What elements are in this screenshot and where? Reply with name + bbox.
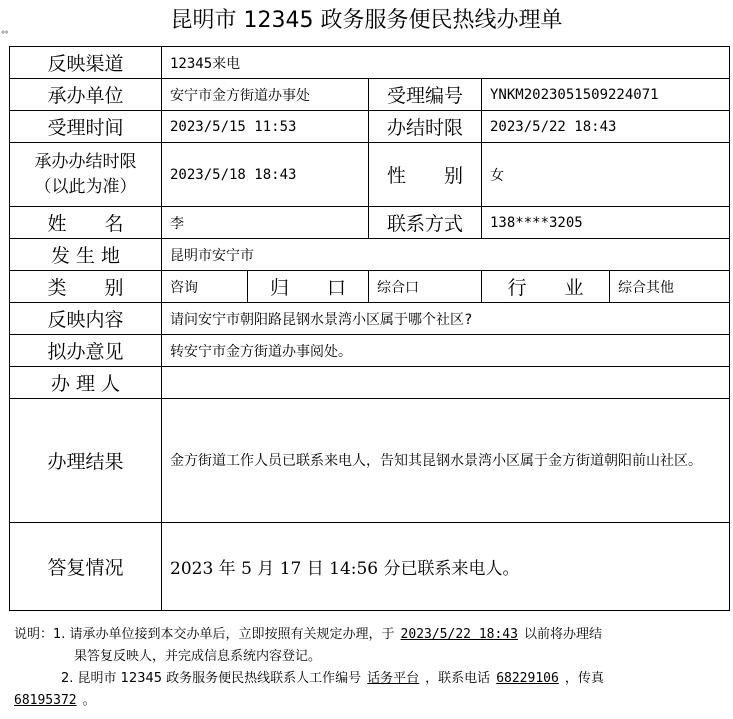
notes-line-1: [14, 624, 728, 646]
notes-line-1-text: 说明：1. 请承办单位接到本交办单后，立即按照有关规定办理，于: [14, 627, 395, 642]
row-time: [10, 111, 730, 143]
channel-label: 反映渠道: [10, 47, 162, 79]
belong-value: 综合口: [369, 271, 482, 303]
contact-label: 联系方式: [369, 207, 482, 239]
name-value: 李: [162, 207, 369, 239]
content-label: 反映内容: [10, 303, 162, 335]
category-label: 类 别: [10, 271, 162, 303]
result-value: 金方街道工作人员已联系来电人，告知其昆钢水景湾小区属于金方街道朝阳前山社区。: [170, 452, 702, 469]
name-label: 姓 名: [10, 207, 162, 239]
undertake-deadline-label-line2: （以此为准）: [34, 176, 137, 197]
form-table: [9, 46, 730, 611]
reply-value: 2023 年 5 月 17 日 14:56 分已联系来电人。: [170, 559, 520, 579]
notes-line-2: 果答复反映人，并完成信息系统内容登记。: [74, 649, 322, 664]
notes-line-3: [14, 668, 728, 690]
row-unit: [10, 79, 730, 111]
notes-deadline: 2023/5/22 18:43: [400, 627, 518, 642]
location-label: 发 生 地: [10, 239, 162, 271]
unit-label: 承办单位: [10, 79, 162, 111]
move-handle-icon[interactable]: ⇔: [1, 28, 9, 38]
notes-fax: 68195372: [14, 693, 77, 708]
gender-value: 女: [482, 143, 730, 207]
row-undertake-deadline: [10, 143, 730, 207]
contact-value: 138****3205: [482, 207, 730, 239]
row-name: [10, 207, 730, 239]
undertake-deadline-label-line1: 承办办结时限: [34, 151, 137, 172]
reply-cell: [162, 523, 730, 611]
number-value: YNKM2023051509224071: [482, 79, 730, 111]
deadline-label: 办结时限: [369, 111, 482, 143]
content-value: 请问安宁市朝阳路昆钢水景湾小区属于哪个社区?: [162, 303, 730, 335]
deadline-value: 2023/5/22 18:43: [482, 111, 730, 143]
notes-phone: 68229106: [496, 671, 559, 686]
notes-end: 。: [82, 693, 96, 708]
undertake-deadline-value: 2023/5/18 18:43: [162, 143, 369, 207]
notes-worker-code: 话务平台: [367, 671, 420, 686]
channel-value: 12345来电: [162, 47, 730, 79]
row-handler: [10, 367, 730, 399]
notes-line-4: [14, 690, 728, 712]
accept-time-label: 受理时间: [10, 111, 162, 143]
row-opinion: [10, 335, 730, 367]
accept-time-value: 2023/5/15 11:53: [162, 111, 369, 143]
belong-label: 归 口: [248, 271, 369, 303]
handler-value: [162, 367, 730, 399]
notes-line-1-suffix: 以前将办理结: [523, 627, 602, 642]
number-label: 受理编号: [369, 79, 482, 111]
result-label: 办理结果: [10, 399, 162, 523]
industry-value: 综合其他: [610, 271, 730, 303]
unit-value: 安宁市金方街道办事处: [162, 79, 369, 111]
row-channel: [10, 47, 730, 79]
notes: [14, 624, 728, 712]
result-cell: [162, 399, 730, 523]
row-content: [10, 303, 730, 335]
reply-label: 答复情况: [10, 523, 162, 611]
location-value: 昆明市安宁市: [162, 239, 730, 271]
gender-label: 性 别: [369, 143, 482, 207]
handler-label: 办 理 人: [10, 367, 162, 399]
industry-label: 行 业: [482, 271, 610, 303]
opinion-label: 拟办意见: [10, 335, 162, 367]
row-category: [10, 271, 730, 303]
notes-line-3-text: 2. 昆明市 12345 政务服务便民热线联系人工作编号: [61, 671, 362, 686]
notes-phone-label: ，联系电话: [425, 671, 491, 686]
row-location: [10, 239, 730, 271]
undertake-deadline-label: [10, 143, 162, 207]
page-title: 昆明市 12345 政务服务便民热线办理单: [170, 8, 563, 33]
row-result: [10, 399, 730, 523]
row-reply: [10, 523, 730, 611]
notes-fax-label: ，传真: [564, 671, 604, 686]
opinion-value: 转安宁市金方街道办事阅处。: [162, 335, 730, 367]
category-value: 咨询: [162, 271, 248, 303]
